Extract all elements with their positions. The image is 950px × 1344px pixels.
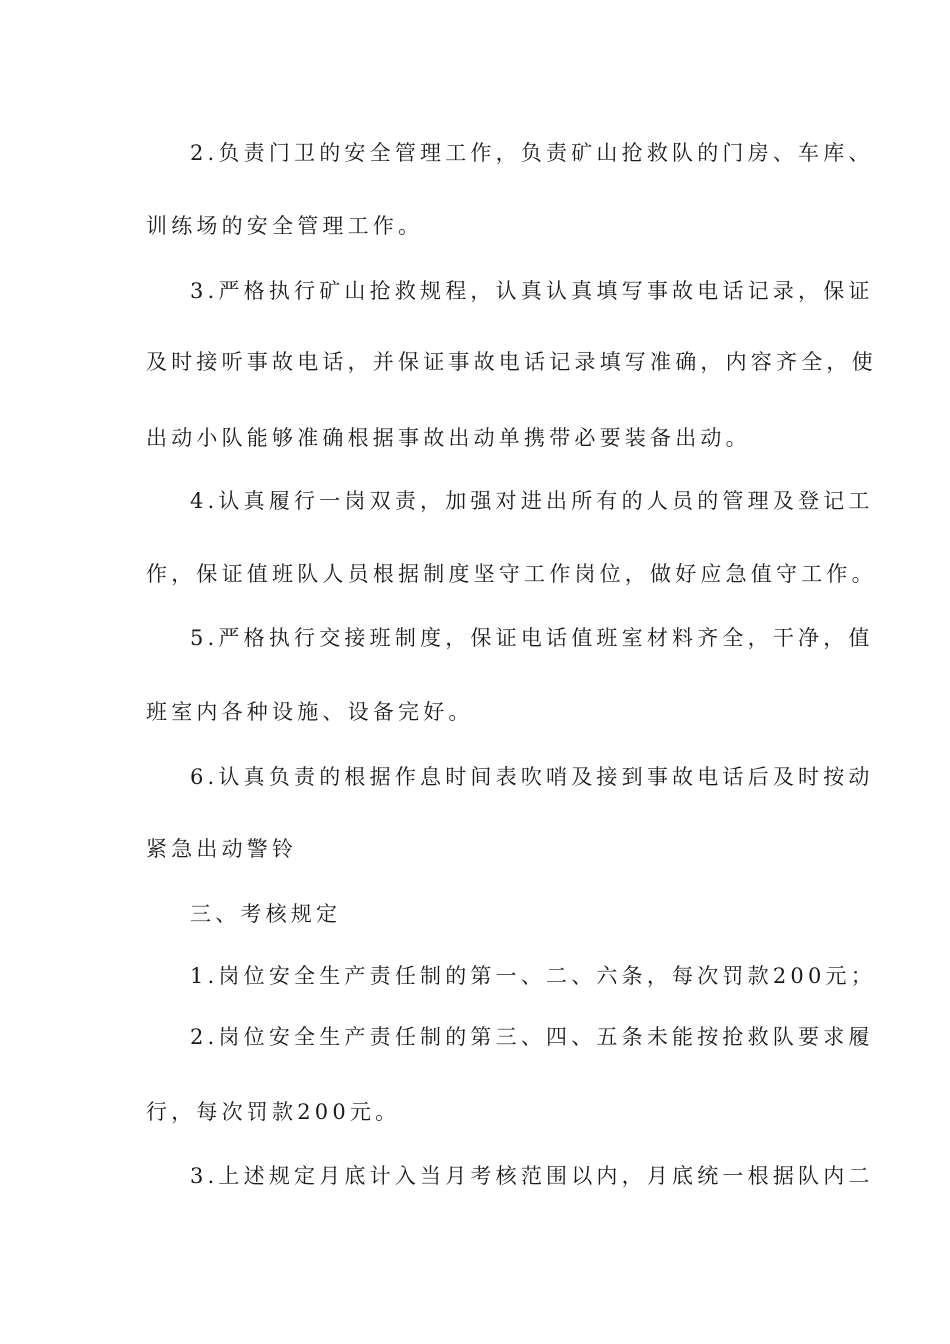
paragraph-5-line-2: 班室内各种设施、设备完好。	[146, 700, 474, 724]
rule-1-line-1: 1.岗位安全生产责任制的第一、二、六条，每次罚款200元；	[190, 964, 876, 988]
paragraph-3-line-3: 出动小队能够准确根据事故出动单携带必要装备出动。	[146, 426, 751, 450]
rule-2-line-2: 行，每次罚款200元。	[146, 1100, 401, 1124]
rule-3-line-1: 3.上述规定月底计入当月考核范围以内，月底统一根据队内二	[190, 1164, 874, 1188]
rule-2-line-1: 2.岗位安全生产责任制的第三、四、五条未能按抢救队要求履	[190, 1025, 874, 1049]
paragraph-6-line-1: 6.认真负责的根据作息时间表吹哨及接到事故电话后及时按动	[190, 765, 874, 789]
section-heading: 三、考核规定	[190, 902, 342, 926]
paragraph-6-line-2: 紧急出动警铃	[146, 837, 298, 861]
paragraph-5-line-1: 5.严格执行交接班制度，保证电话值班室材料齐全，干净，值	[190, 626, 874, 650]
paragraph-3-line-1: 3.严格执行矿山抢救规程，认真认真填写事故电话记录，保证	[190, 279, 874, 303]
paragraph-4-line-1: 4.认真履行一岗双责，加强对进出所有的人员的管理及登记工	[190, 489, 874, 513]
paragraph-2-line-1: 2.负责门卫的安全管理工作，负责矿山抢救队的门房、车库、	[190, 141, 874, 165]
paragraph-4-line-2: 作，保证值班队人员根据制度坚守工作岗位，做好应急值守工作。	[146, 562, 877, 586]
paragraph-3-line-2: 及时接听事故电话，并保证事故电话记录填写准确，内容齐全，使	[146, 350, 877, 374]
paragraph-2-line-2: 训练场的安全管理工作。	[146, 214, 424, 238]
